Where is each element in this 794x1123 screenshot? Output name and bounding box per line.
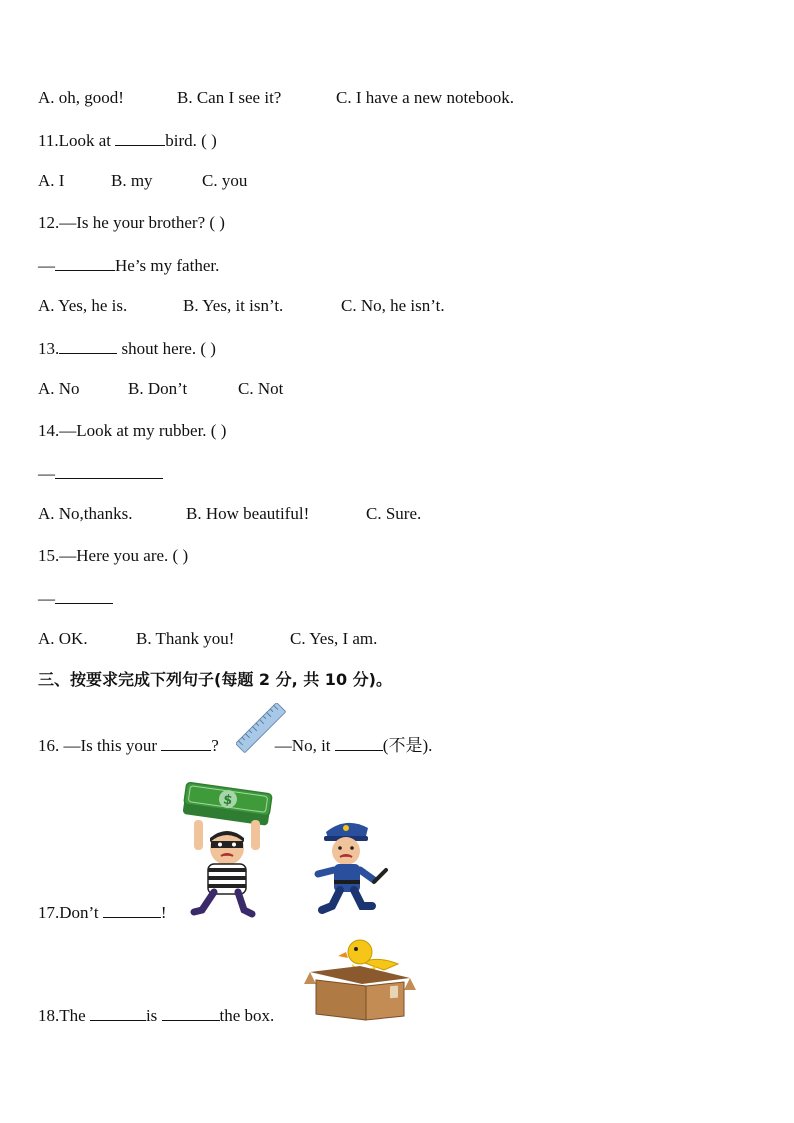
q12-option-b: B. Yes, it isn’t. <box>183 296 284 315</box>
q14-option-c: C. Sure. <box>366 504 422 523</box>
q13-text-post: shout here. ( ) <box>117 339 216 358</box>
q15-option-b: B. Thank you! <box>136 629 235 648</box>
q15-answer <box>38 588 113 609</box>
q18-blank-2[interactable] <box>162 1005 220 1021</box>
q14-blank[interactable] <box>55 463 163 479</box>
duck-in-box-image <box>302 934 418 1024</box>
q11-question <box>38 130 217 151</box>
q12-question: 12.—Is he your brother? ( ) <box>38 213 225 232</box>
q16-text-post-pre: —No, it <box>274 736 335 755</box>
q14-option-b: B. How beautiful! <box>186 504 310 523</box>
q13-option-c: C. Not <box>238 379 284 398</box>
q16-text-post: (不是). <box>382 736 433 755</box>
q10-option-b: B. Can I see it? <box>177 88 282 107</box>
q14-option-a: A. No,thanks. <box>38 504 133 523</box>
q13-text-pre: 13. <box>38 339 60 358</box>
q10-option-c: C. I have a new notebook. <box>336 88 514 107</box>
q12-answer <box>38 255 219 276</box>
q16-blank-2[interactable] <box>335 735 383 751</box>
q11-option-c: C. you <box>202 171 248 190</box>
q18-text-post: the box. <box>219 1006 275 1025</box>
q13-option-a: A. No <box>38 379 80 398</box>
q14-dash: — <box>38 464 55 483</box>
q13-question <box>38 338 216 359</box>
q10-option-a: A. oh, good! <box>38 88 124 107</box>
q15-blank[interactable] <box>55 588 113 604</box>
q12-blank[interactable] <box>55 255 115 271</box>
q11-text-pre: 11.Look at <box>38 131 116 150</box>
q16-text-pre: 16. —Is this your <box>38 736 162 755</box>
q11-text-post: bird. ( ) <box>165 131 217 150</box>
q18-text-mid: is <box>145 1006 162 1025</box>
robber-with-money-image <box>178 778 276 918</box>
q11-option-b: B. my <box>111 171 153 190</box>
policeman-image <box>312 814 394 918</box>
section-3-title: 三、按要求完成下列句子(每题 2 分, 共 10 分)。 <box>38 670 392 689</box>
q12-answer-text: He’s my father. <box>115 256 220 275</box>
q16-blank-1[interactable] <box>161 735 211 751</box>
q18-blank-1[interactable] <box>90 1005 146 1021</box>
q15-question: 15.—Here you are. ( ) <box>38 546 189 565</box>
q13-blank[interactable] <box>59 338 117 354</box>
q17-question <box>38 902 167 923</box>
q11-option-a: A. I <box>38 171 65 190</box>
q13-option-b: B. Don’t <box>128 379 188 398</box>
svg-text:$: $ <box>222 792 234 809</box>
q14-answer <box>38 463 163 484</box>
q12-option-c: C. No, he isn’t. <box>341 296 445 315</box>
q15-option-c: C. Yes, I am. <box>290 629 378 648</box>
q17-text-post: ! <box>160 903 167 922</box>
q15-dash: — <box>38 589 55 608</box>
ruler-icon <box>236 703 286 753</box>
q15-option-a: A. OK. <box>38 629 88 648</box>
q12-dash: — <box>38 256 55 275</box>
q12-option-a: A. Yes, he is. <box>38 296 128 315</box>
q16-text-mid: ? <box>211 736 219 755</box>
q17-blank[interactable] <box>103 902 161 918</box>
q14-question: 14.—Look at my rubber. ( ) <box>38 421 227 440</box>
q11-blank[interactable] <box>115 130 165 146</box>
q17-text-pre: 17.Don’t <box>38 903 103 922</box>
q18-question <box>38 1005 274 1026</box>
q18-text-pre: 18.The <box>38 1006 90 1025</box>
